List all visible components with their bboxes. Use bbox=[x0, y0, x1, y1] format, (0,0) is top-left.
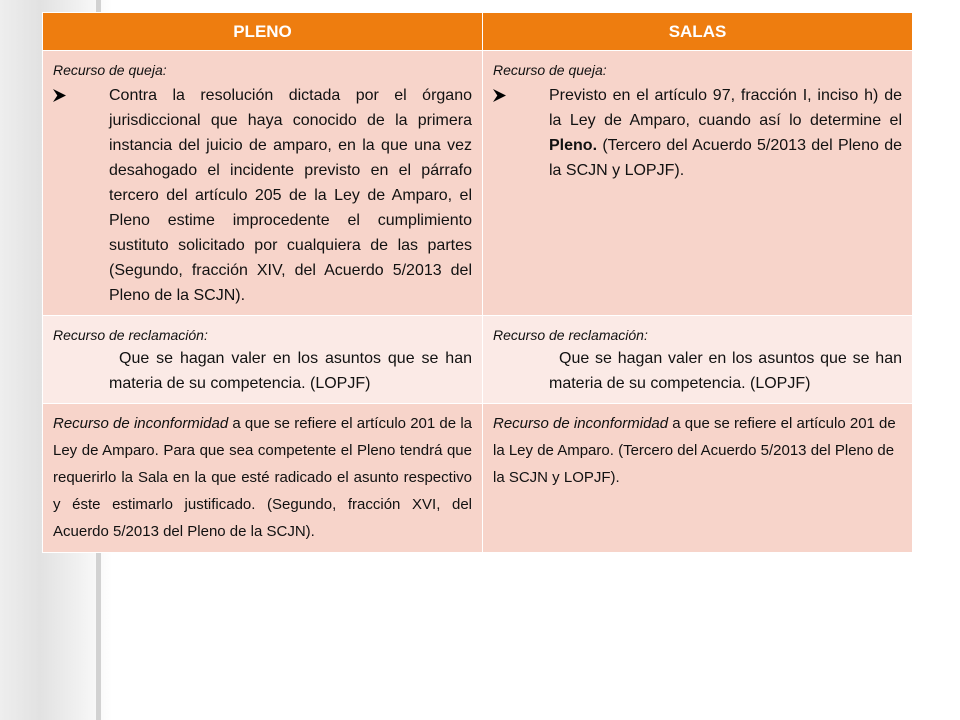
header-salas: SALAS bbox=[483, 13, 913, 51]
reclamacion-text-body: Que se hagan valer en los asuntos que se han materia de su competencia. (LOPJF) bbox=[109, 350, 472, 392]
queja-label: Recurso de queja: bbox=[493, 62, 607, 78]
arrowhead-bullet-icon bbox=[493, 89, 506, 102]
row-recurso-queja bbox=[43, 51, 913, 316]
reclamacion-label: Recurso de reclamación: bbox=[53, 327, 208, 343]
inconformidad-label: Recurso de inconformidad bbox=[53, 415, 229, 432]
reclamacion-text bbox=[53, 346, 472, 396]
arrowhead-bullet-icon bbox=[53, 89, 66, 102]
bullet-text-post: (Tercero del Acuerdo 5/2013 del Pleno de la SCJN y LOPJF). bbox=[549, 137, 902, 179]
reclamacion-text-body: Que se hagan valer en los asuntos que se han materia de su competencia. (LOPJF) bbox=[549, 350, 902, 392]
inconformidad-text: a que se refiere el artículo 201 de la Ley de Amparo. (Tercero del Acuerdo 5/2013 del Pleno de la SCJN y LOPJF). bbox=[493, 415, 896, 486]
cell-pleno-inconformidad bbox=[43, 404, 483, 553]
bullet-item bbox=[53, 83, 472, 308]
cell-salas-reclamacion bbox=[483, 316, 913, 404]
cell-salas-inconformidad bbox=[483, 404, 913, 553]
cell-pleno-reclamacion bbox=[43, 316, 483, 404]
bullet-text-bold: Pleno. bbox=[549, 137, 598, 154]
comparison-table bbox=[42, 12, 913, 553]
header-pleno: PLENO bbox=[43, 13, 483, 51]
cell-salas-queja bbox=[483, 51, 913, 316]
bullet-item bbox=[493, 83, 902, 183]
bullet-text: Contra la resolución dictada por el órgano jurisdiccional que haya conocido de la primera instancia del juicio de amparo, en la que una vez desahogado el incidente previsto en el párrafo tercero del artículo 205 de la Ley de Amparo, el Pleno estime improcedente el cumplimiento sustituto solicitado por cualquiera de las partes (Segundo, fracción XIV, del Acuerdo 5/2013 del Pleno de la SCJN). bbox=[109, 87, 472, 304]
bullet-text bbox=[549, 83, 902, 183]
row-recurso-reclamacion bbox=[43, 316, 913, 404]
inconformidad-text: a que se refiere el artículo 201 de la Ley de Amparo. Para que sea competente el Pleno tendrá que requerirlo la Sala en la que esté radicado el asunto respectivo y éste estimarlo justificado. (Segundo, fracción XVI, del Acuerdo 5/2013 del Pleno de la SCJN). bbox=[53, 415, 472, 540]
cell-pleno-queja bbox=[43, 51, 483, 316]
header-row bbox=[43, 13, 913, 51]
inconformidad-label: Recurso de inconformidad bbox=[493, 415, 669, 432]
bullet-text-pre: Previsto en el artículo 97, fracción I, inciso h) de la Ley de Amparo, cuando así lo determine el bbox=[549, 87, 902, 129]
queja-label: Recurso de queja: bbox=[53, 62, 167, 78]
reclamacion-text bbox=[493, 346, 902, 396]
row-recurso-inconformidad bbox=[43, 404, 913, 553]
reclamacion-label: Recurso de reclamación: bbox=[493, 327, 648, 343]
